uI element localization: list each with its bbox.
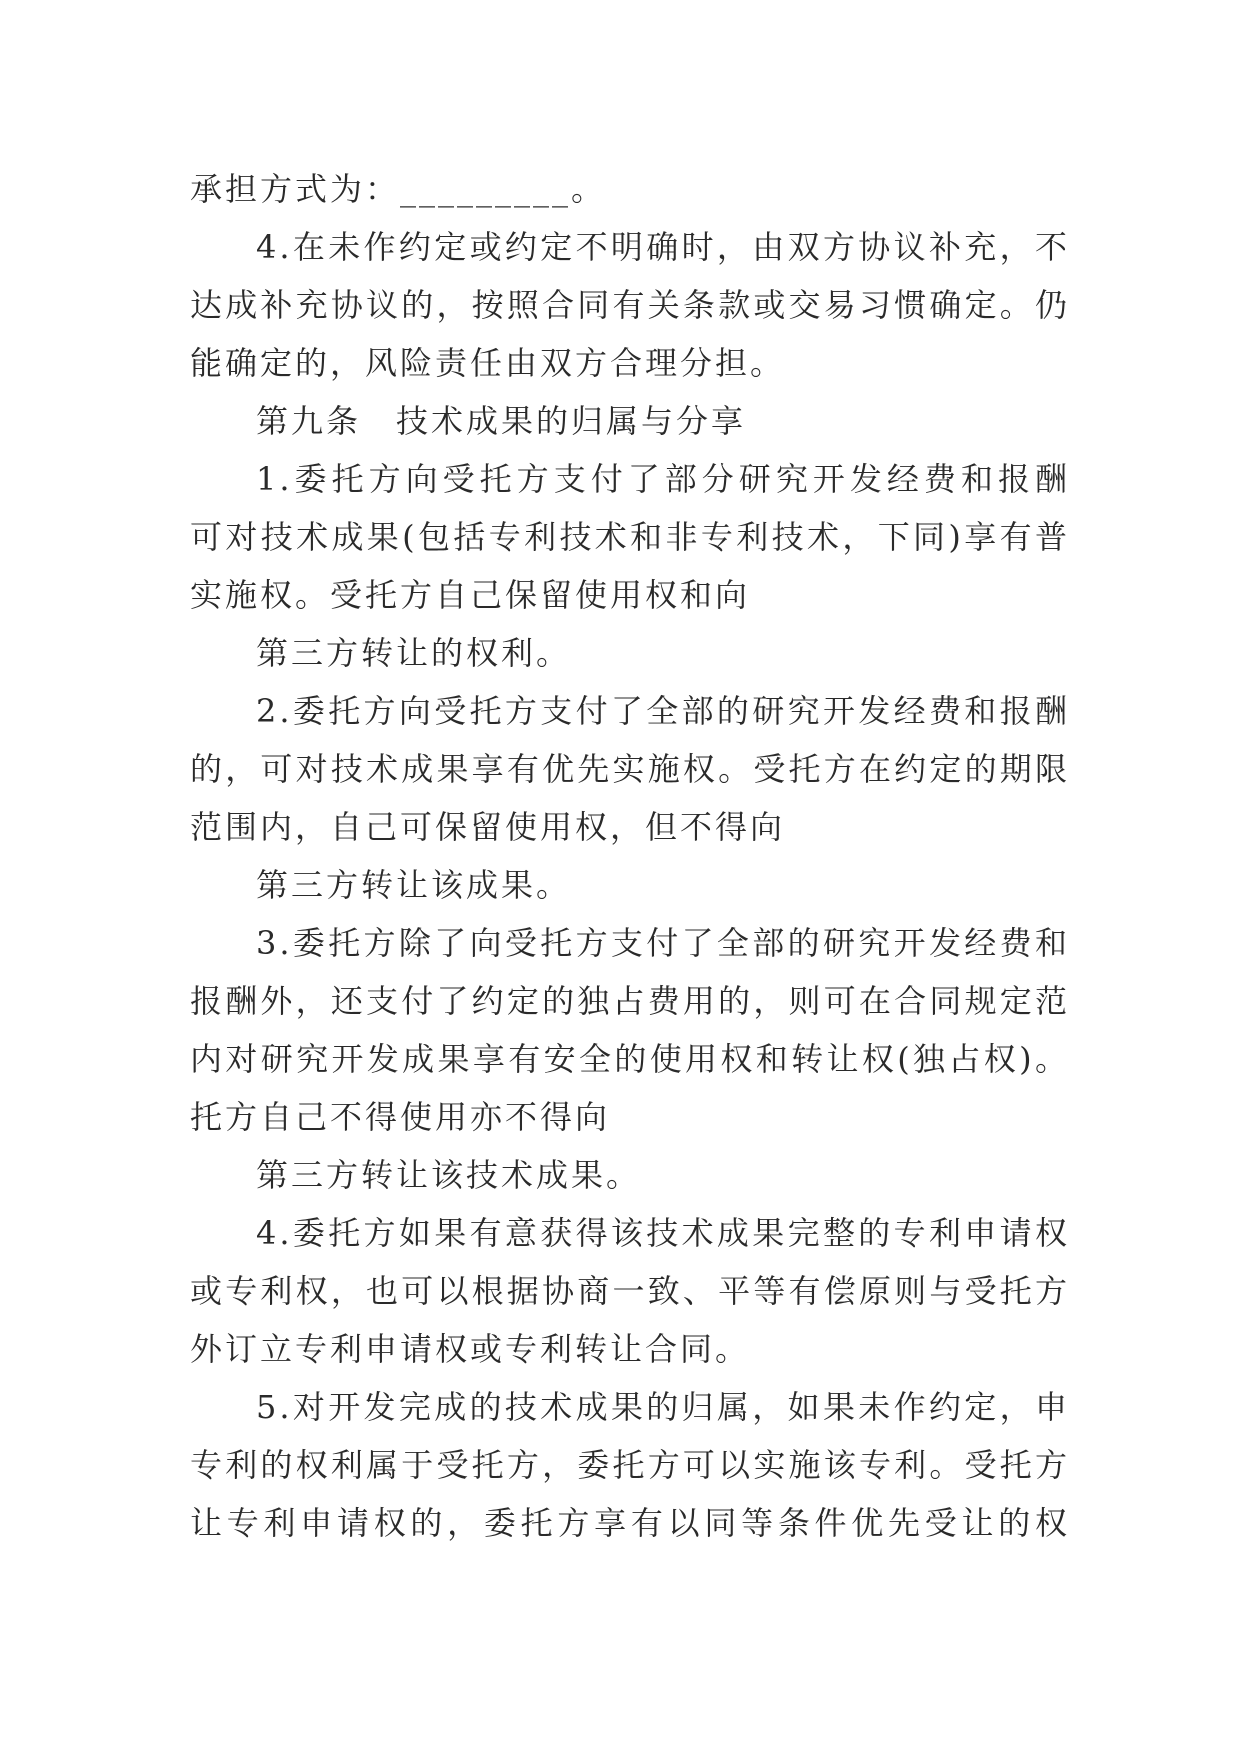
text-line: 能确定的，风险责任由双方合理分担。 [190,344,786,382]
text-line: 范围内，自己可保留使用权，但不得向 [190,808,786,846]
section-heading: 第九条 技术成果的归属与分享 [256,402,747,440]
text-line: 让专利申请权的，委托方享有以同等条件优先受让的权 [190,1504,1070,1542]
text-line: 4.在未作约定或约定不明确时，由双方协议补充，不 [256,228,1070,266]
text-line: 4.委托方如果有意获得该技术成果完整的专利申请权 [256,1214,1070,1252]
text-line: 的，可对技术成果享有优先实施权。受托方在约定的期限 [190,750,1070,788]
text-line: 第三方转让该技术成果。 [256,1156,642,1194]
text-line: 5.对开发完成的技术成果的归属，如果未作约定，申 [256,1388,1070,1426]
text-line: 专利的权利属于受托方，委托方可以实施该专利。受托方 [190,1446,1070,1484]
text-line: 1.委托方向受托方支付了部分研究开发经费和报酬 [256,460,1070,498]
text-line: 可对技术成果(包括专利技术和非专利技术，下同)享有普 [190,518,1070,556]
text-line: 2.委托方向受托方支付了全部的研究开发经费和报酬 [256,692,1070,730]
text-line: 第三方转让该成果。 [256,866,572,904]
text-line: 或专利权，也可以根据协商一致、平等有偿原则与受托方 [190,1272,1070,1310]
text-line: 内对研究开发成果享有安全的使用权和转让权(独占权)。 [190,1040,1070,1078]
text-line: 外订立专利申请权或专利转让合同。 [190,1330,751,1368]
text-line: 第三方转让的权利。 [256,634,572,672]
text-line: 达成补充协议的，按照合同有关条款或交易习惯确定。仍 [190,286,1070,324]
document-body [190,160,1070,1552]
text-line: 承担方式为：_________。 [190,170,607,208]
text-line: 托方自己不得使用亦不得向 [190,1098,611,1136]
text-line: 实施权。受托方自己保留使用权和向 [190,576,751,614]
text-line: 3.委托方除了向受托方支付了全部的研究开发经费和 [256,924,1070,962]
text-line: 报酬外，还支付了约定的独占费用的，则可在合同规定范 [190,982,1070,1020]
